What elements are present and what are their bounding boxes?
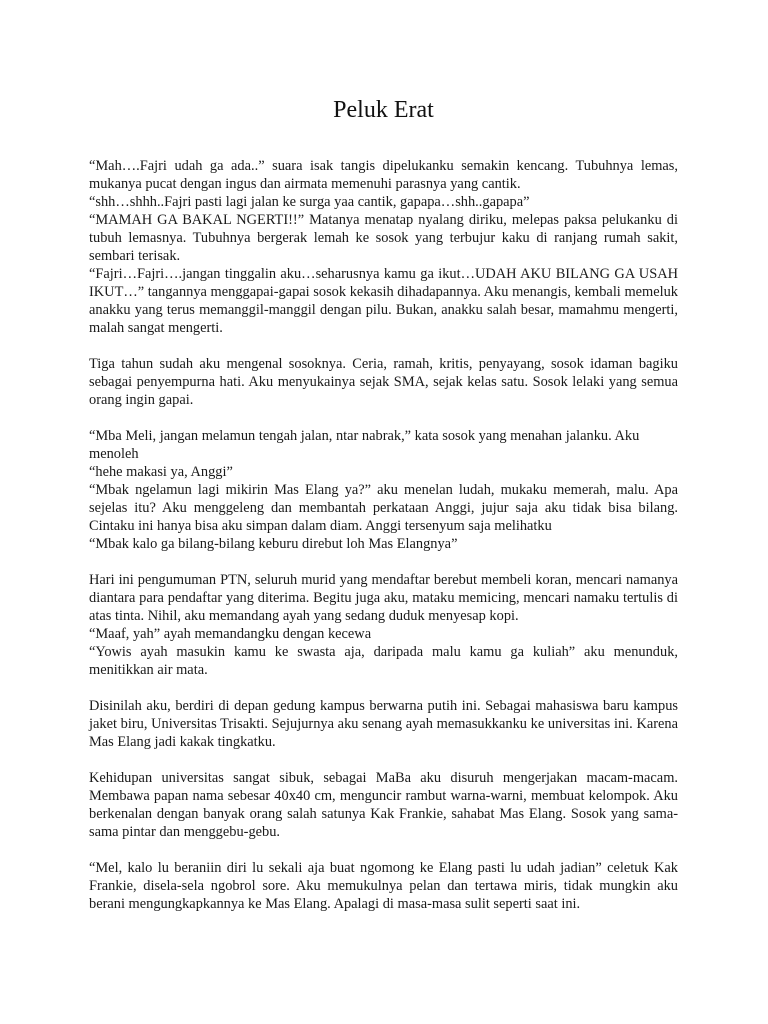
paragraph-gap — [89, 751, 678, 769]
paragraph: “Mah….Fajri udah ga ada..” suara isak tangis dipelukanku semakin kencang. Tubuhnya lemas, mukanya pucat dengan ingus dan airmata memenuhi parasnya yang cantik. — [89, 158, 678, 192]
document-page — [89, 0, 678, 913]
paragraph: “hehe makasi ya, Anggi” — [89, 464, 233, 480]
paragraph-gap — [89, 841, 678, 859]
paragraph: “MAMAH GA BAKAL NGERTI!!” Matanya menatap nyalang diriku, melepas paksa pelukanku di tubuh lemasnya. Tubuhnya bergerak lemah ke sosok yang terbujur kaku di ranjang rumah sakit, sembari terisak. — [89, 212, 678, 264]
paragraph: “Mba Meli, jangan melamun tengah jalan, ntar nabrak,” kata sosok yang menahan jalanku. Aku menoleh — [89, 428, 640, 462]
document-title: Peluk Erat — [333, 97, 434, 123]
paragraph-gap — [89, 409, 678, 427]
paragraph: “Yowis ayah masukin kamu ke swasta aja, daripada malu kamu ga kuliah” aku menunduk, menitikkan air mata. — [89, 644, 678, 678]
paragraph-gap — [89, 337, 678, 355]
paragraph: Tiga tahun sudah aku mengenal sosoknya. Ceria, ramah, kritis, penyayang, sosok idaman bagiku sebagai penyempurna hati. Aku menyukainya sejak SMA, sejak kelas satu. Sosok lelaki yang semua orang ingin gapai. — [89, 356, 678, 408]
paragraph: “Mel, kalo lu beraniin diri lu sekali aja buat ngomong ke Elang pasti lu udah jadian” celetuk Kak Frankie, disela-sela ngobrol sore. Aku memukulnya pelan dan tertawa miris, tidak mungkin aku berani mengungkapkannya ke Mas Elang. Apalagi di masa-masa sulit seperti saat ini. — [89, 860, 678, 912]
paragraph-gap — [89, 553, 678, 571]
paragraph: “Mbak kalo ga bilang-bilang keburu direbut loh Mas Elangnya” — [89, 536, 458, 552]
paragraph: “Mbak ngelamun lagi mikirin Mas Elang ya?” aku menelan ludah, mukaku memerah, malu. Apa sejelas itu? Aku menggeleng dan membantah perkataan Anggi, jujur saja aku tidak bisa bilang. Cintaku ini hanya bisa aku simpan dalam diam. Anggi tersenyum saja melihatku — [89, 482, 678, 534]
paragraph-gap — [89, 679, 678, 697]
paragraph: Hari ini pengumuman PTN, seluruh murid yang mendaftar berebut membeli koran, mencari namanya diantara para pendaftar yang diterima. Begitu juga aku, mataku memicing, mencari namaku tertulis di atas tinta. Nihil, aku memandang ayah yang sedang duduk menyesap kopi. — [89, 572, 678, 624]
document-body — [89, 157, 678, 913]
paragraph: “shh…shhh..Fajri pasti lagi jalan ke surga yaa cantik, gapapa…shh..gapapa” — [89, 194, 530, 210]
paragraph: Disinilah aku, berdiri di depan gedung kampus berwarna putih ini. Sebagai mahasiswa baru kampus jaket biru, Universitas Trisakti. Sejujurnya aku senang ayah memasukkanku ke universitas ini. Karena Mas Elang jadi kakak tingkatku. — [89, 698, 678, 750]
paragraph: “Fajri…Fajri….jangan tinggalin aku…seharusnya kamu ga ikut…UDAH AKU BILANG GA USAH IKUT…” tangannya menggapai-gapai sosok kekasih dihadapannya. Aku menangis, kembali memeluk anakku yang terus memanggil-manggil dengan pilu. Bukan, anakku salah besar, mamahmu mengerti, malah sangat mengerti. — [89, 266, 678, 336]
paragraph: Kehidupan universitas sangat sibuk, sebagai MaBa aku disuruh mengerjakan macam-macam. Membawa papan nama sebesar 40x40 cm, menguncir rambut warna-warni, membuat kelompok. Aku berkenalan dengan banyak orang salah satunya Kak Frankie, sahabat Mas Elang. Sosok yang sama-sama pintar dan menggebu-gebu. — [89, 770, 678, 840]
paragraph: “Maaf, yah” ayah memandangku dengan kecewa — [89, 626, 372, 642]
